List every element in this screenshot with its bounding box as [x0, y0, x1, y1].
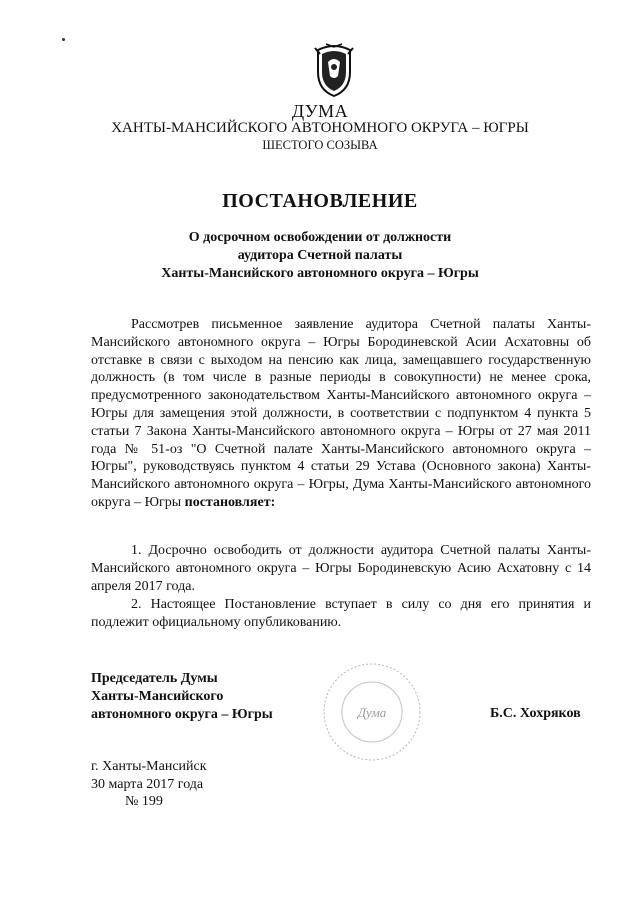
- subject-line1: О досрочном освобождении от должности: [188, 230, 452, 245]
- scan-speck: [62, 38, 65, 41]
- resolution-item-2: 2. Настоящее Постановление вступает в силу со дня его принятия и подлежит официальному опубликованию.: [91, 597, 591, 630]
- org-name-line2: ХАНТЫ-МАНСИЙСКОГО АВТОНОМНОГО ОКРУГА – ЮГРЫ: [111, 120, 529, 136]
- document-number: № 199: [125, 794, 163, 809]
- issue-place: г. Ханты-Мансийск: [91, 759, 207, 774]
- subject-line3: Ханты-Мансийского автономного округа – Югры: [161, 266, 479, 281]
- signatory-title-line1: Председатель Думы: [91, 671, 218, 686]
- official-stamp: [320, 660, 424, 764]
- signatory-name: Б.С. Хохряков: [490, 706, 581, 721]
- signatory-title-line2: Ханты-Мансийского: [91, 689, 224, 704]
- signatory-title-line3: автономного округа – Югры: [91, 707, 273, 722]
- document-type-title: ПОСТАНОВЛЕНИЕ: [222, 190, 418, 212]
- resolution-item-1: 1. Досрочно освободить от должности аудитора Счетной палаты Ханты-Мансийского автономного округа – Югры Бородиневскую Асию Асхатовну с 14 апреля 2017 года.: [91, 543, 591, 594]
- stamp-text: Дума: [357, 705, 387, 720]
- subject-line2: аудитора Счетной палаты: [237, 248, 403, 263]
- issue-details: [91, 758, 207, 794]
- coat-of-arms-icon: [312, 42, 356, 98]
- org-name-line1: ДУМА: [291, 101, 349, 121]
- resolves-keyword: постановляет:: [184, 494, 276, 510]
- org-convocation: ШЕСТОГО СОЗЫВА: [262, 138, 378, 152]
- issue-date: 30 марта 2017 года: [91, 777, 204, 792]
- preamble-paragraph: [91, 316, 591, 512]
- signatory-title: [91, 670, 273, 724]
- preamble-text: Рассмотрев письменное заявление аудитора Счетной палаты Ханты-Мансийского автономного округа – Югры Бородиневской Асии Асхатовны об отставке в связи с выходом на пенсию как лица, замещавшего государственную должность (в том числе в разные периоды в совокупности) не менее срока, предусмотренного законодательством Ханты-Мансийского автономного округа – Югры для замещения этой должности, в соответствии с подпунктом 4 пункта 5 статьи 7 Закона Ханты-Мансийского автономного округа – Югры от 27 мая 2011 года № 51-оз "О Счетной палате Ханты-Мансийского автономного округа – Югры", руководствуясь пунктом 4 статьи 29 Устава (Основного закона) Ханты-Мансийского автономного округа – Югры, Дума Ханты-Мансийского автономного округа – Югры: [91, 317, 591, 510]
